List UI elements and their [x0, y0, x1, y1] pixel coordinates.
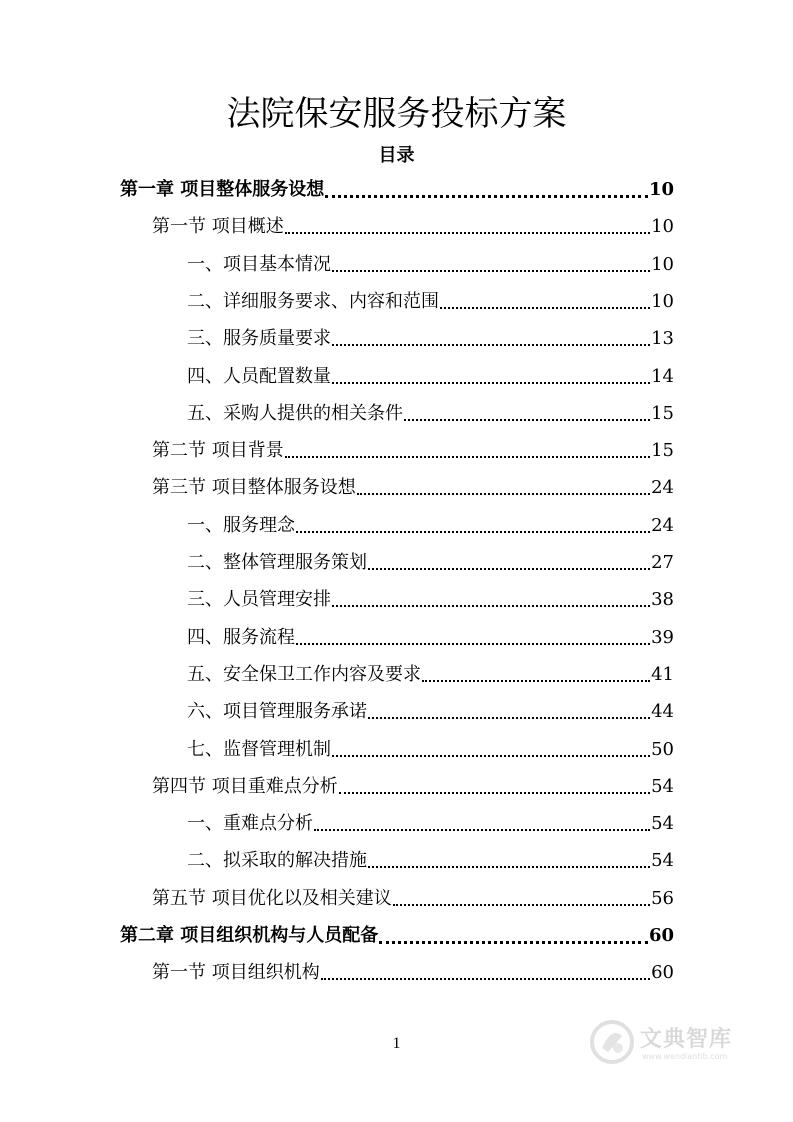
toc-page-number: 60 [651, 962, 674, 984]
toc-dot-leader [332, 262, 650, 272]
toc-entry[interactable] [187, 697, 674, 727]
toc-dot-leader [357, 485, 650, 495]
toc-dot-leader [285, 224, 650, 234]
toc-entry-text: 第一章 项目整体服务设想 [120, 179, 325, 200]
toc-dot-leader [404, 411, 650, 421]
toc-entry[interactable] [120, 175, 674, 205]
toc-entry[interactable] [187, 362, 674, 392]
toc-entry-text: 二、整体管理服务策划 [187, 552, 367, 573]
toc-entry-text: 第二章 项目组织机构与人员配备 [120, 925, 379, 946]
wendian-logo-icon [588, 1018, 636, 1066]
toc-page-number: 50 [651, 738, 674, 760]
toc-entry[interactable] [152, 884, 674, 914]
toc-entry-text: 一、重难点分析 [187, 813, 313, 835]
toc-dot-leader [368, 560, 650, 570]
toc-entry[interactable] [187, 250, 674, 280]
watermark-url: www.wendiantib.com [642, 1052, 728, 1061]
toc-entry-text: 第五节 项目优化以及相关建议 [152, 887, 392, 909]
toc-entry[interactable] [187, 846, 674, 876]
page-number: 1 [392, 1035, 401, 1052]
toc-entry[interactable] [187, 399, 674, 429]
toc-entry-text: 二、拟采取的解决措施 [187, 850, 367, 872]
toc-entry-text: 一、项目基本情况 [187, 253, 331, 275]
toc-dot-leader [422, 672, 650, 682]
toc-entry[interactable] [187, 735, 674, 765]
toc-dot-leader [314, 821, 650, 831]
watermark-brand: 文典智库 [640, 1027, 733, 1052]
toc-entry-text: 四、服务流程 [187, 626, 295, 648]
toc-page-number: 56 [651, 887, 674, 909]
toc-page-number: 14 [651, 365, 674, 387]
toc-entry[interactable] [187, 809, 674, 839]
toc-entry-text: 三、服务质量要求 [187, 328, 331, 350]
toc-page-number: 27 [651, 552, 674, 573]
toc-page-number: 54 [651, 813, 674, 835]
toc-entry[interactable] [152, 772, 674, 802]
toc-entry-text: 三、人员管理安排 [187, 589, 331, 611]
toc-page-number: 24 [651, 514, 674, 536]
toc-page-number: 10 [651, 253, 674, 275]
toc-entry-text: 七、监督管理机制 [187, 738, 331, 760]
toc-page-number: 15 [651, 402, 674, 424]
toc-dot-leader [332, 597, 650, 607]
toc-entry[interactable] [120, 921, 674, 951]
toc-page-number: 15 [651, 440, 674, 462]
toc-entry[interactable] [187, 585, 674, 615]
toc-entry[interactable] [152, 958, 674, 988]
toc-dot-leader [368, 858, 650, 868]
toc-dot-leader [296, 635, 650, 645]
toc-page-number: 38 [651, 589, 674, 611]
toc-page-number: 54 [651, 775, 674, 797]
toc-page-number: 10 [651, 290, 674, 312]
toc-entry[interactable] [187, 287, 674, 317]
toc-dot-leader [393, 896, 650, 906]
toc-page-number: 10 [651, 216, 674, 238]
toc-page-number: 10 [648, 179, 674, 200]
toc-dot-leader [285, 448, 650, 458]
toc-entry-text: 第二节 项目背景 [152, 440, 284, 462]
toc-dot-leader [440, 299, 650, 309]
toc-page-number: 13 [651, 328, 674, 350]
toc-entry-text: 六、项目管理服务承诺 [187, 701, 367, 723]
toc-entry[interactable] [187, 623, 674, 653]
toc-entry[interactable] [187, 324, 674, 354]
toc-dot-leader [368, 709, 650, 719]
toc-dot-leader [339, 784, 650, 794]
toc-entry[interactable] [187, 511, 674, 541]
toc-entry[interactable] [187, 548, 674, 578]
toc-dot-leader [332, 374, 650, 384]
toc-entry-text: 二、详细服务要求、内容和范围 [187, 290, 439, 312]
toc-entry-text: 第四节 项目重难点分析 [152, 775, 338, 797]
toc-entry-text: 第一节 项目概述 [152, 216, 284, 238]
toc-page-number: 39 [651, 626, 674, 648]
watermark [588, 1018, 758, 1072]
document-title: 法院保安服务投标方案 [226, 94, 567, 134]
toc-entry-text: 五、安全保卫工作内容及要求 [187, 663, 421, 685]
toc-entry[interactable] [152, 212, 674, 242]
toc-page-number: 54 [651, 850, 674, 872]
toc-heading: 目录 [378, 145, 415, 166]
toc-entry[interactable] [187, 660, 674, 690]
toc-entry-text: 四、人员配置数量 [187, 365, 331, 387]
toc-dot-leader [296, 523, 650, 533]
toc-dot-leader [321, 970, 650, 980]
toc-dot-leader [379, 933, 648, 944]
toc-entry-text: 第三节 项目整体服务设想 [152, 477, 356, 499]
toc-entry[interactable] [152, 436, 674, 466]
toc-page-number: 60 [648, 925, 674, 946]
toc-dot-leader [325, 187, 648, 198]
toc-entry[interactable] [152, 473, 674, 503]
toc-page-number: 24 [651, 477, 674, 499]
toc-entry-text: 第一节 项目组织机构 [152, 962, 320, 984]
toc-dot-leader [332, 747, 650, 757]
toc-entry-text: 一、服务理念 [187, 514, 295, 536]
toc-dot-leader [332, 336, 650, 346]
toc-page-number: 41 [651, 663, 674, 685]
toc-page-number: 44 [651, 701, 674, 723]
toc-entry-text: 五、采购人提供的相关条件 [187, 402, 403, 424]
